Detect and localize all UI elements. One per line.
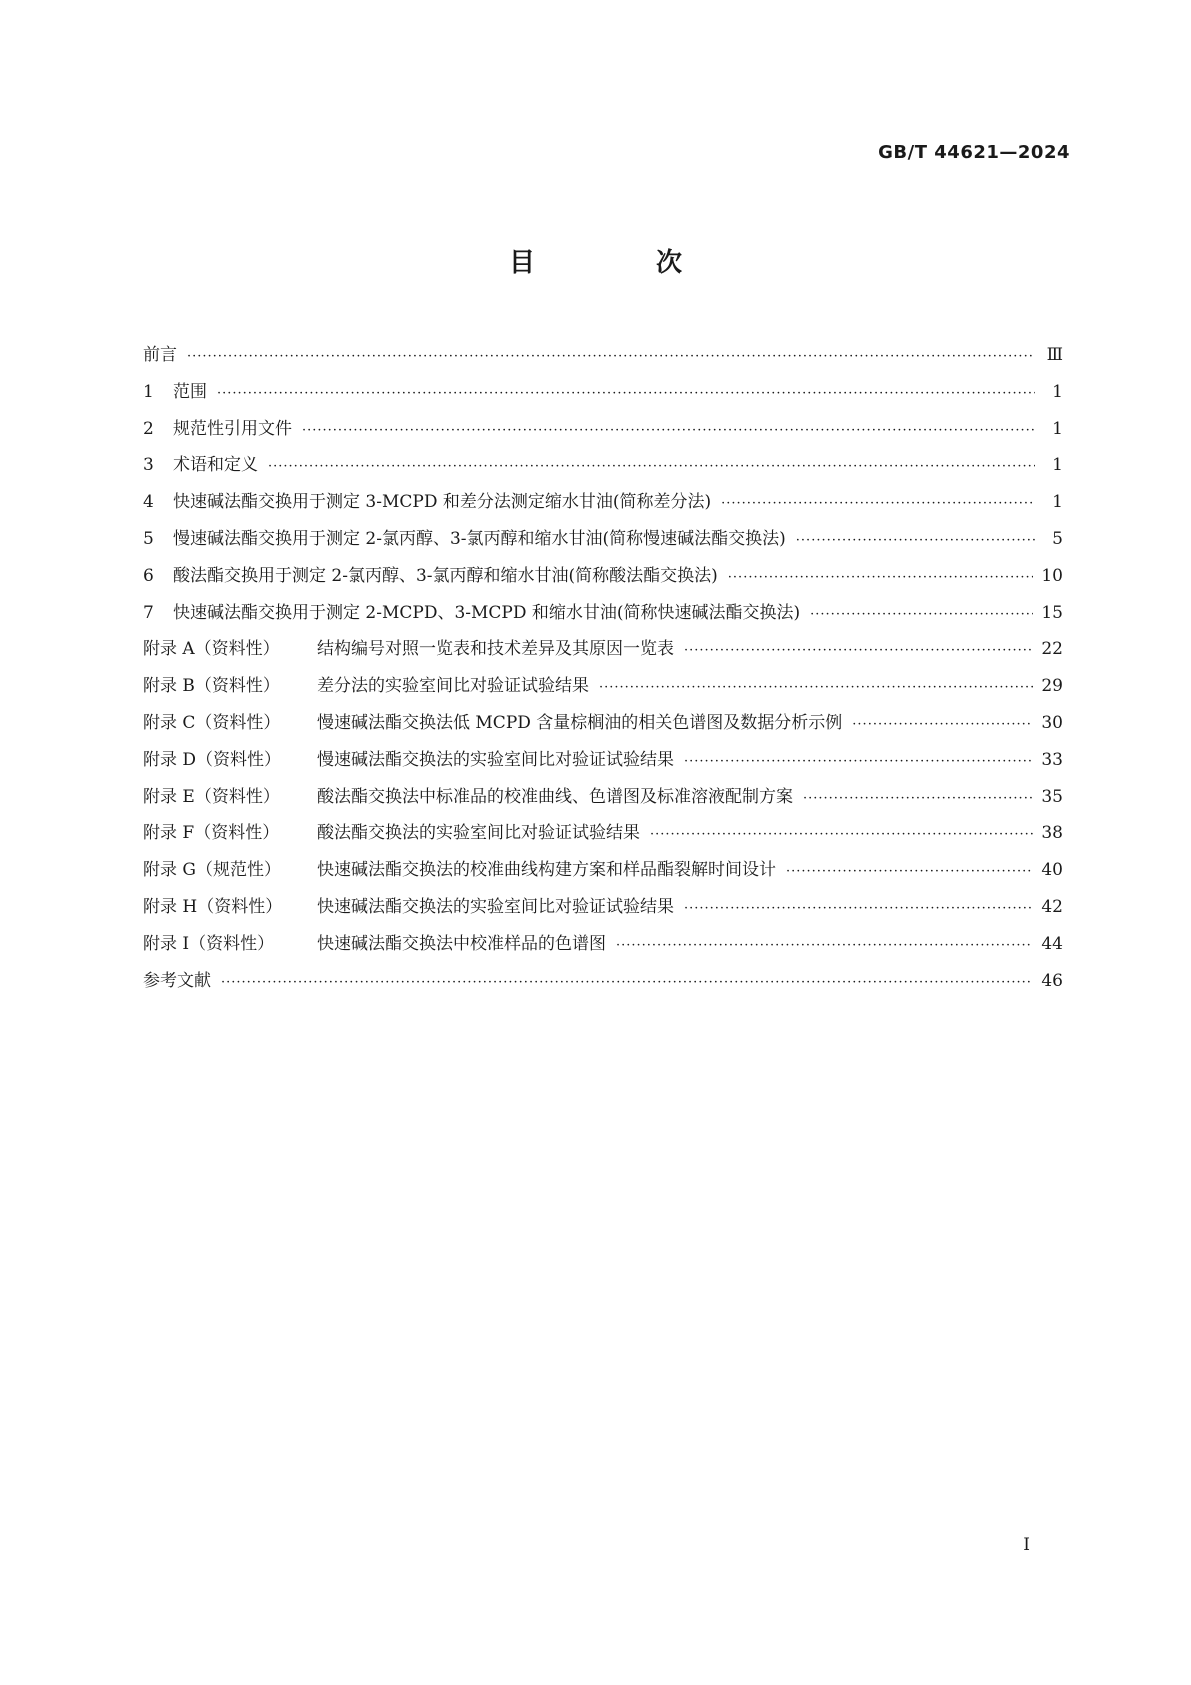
- toc-entry-title: 结构编号对照一览表和技术差异及其原因一览表: [317, 639, 674, 660]
- toc-entry-page: 46: [1041, 970, 1063, 991]
- toc-entry-annex-label: 附录 H（资料性）: [143, 896, 283, 917]
- toc-dot-leader: [728, 570, 1034, 585]
- toc-dot-leader: [187, 349, 1035, 364]
- toc-entry-number: 4: [143, 492, 154, 513]
- table-of-contents: [143, 340, 1063, 1002]
- toc-entry[interactable]: [143, 561, 1063, 598]
- toc-entry[interactable]: [143, 414, 1063, 451]
- toc-entry-page: 33: [1041, 749, 1063, 770]
- toc-entry-number: 6: [143, 565, 154, 586]
- toc-entry[interactable]: [143, 782, 1063, 819]
- toc-entry[interactable]: [143, 966, 1063, 1003]
- toc-dot-leader: [852, 717, 1033, 732]
- toc-entry-title: 快速碱法酯交换法的实验室间比对验证试验结果: [317, 896, 674, 917]
- toc-entry[interactable]: [143, 487, 1063, 524]
- toc-entry-title: 快速碱法酯交换用于测定 2-MCPD、3-MCPD 和缩水甘油(简称快速碱法酯交换法): [173, 602, 801, 623]
- toc-entry-page: 1: [1052, 381, 1063, 402]
- toc-entry-title: 规范性引用文件: [173, 418, 292, 439]
- toc-entry-title: 快速碱法酯交换法中校准样品的色谱图: [317, 933, 606, 954]
- toc-entry[interactable]: [143, 598, 1063, 635]
- toc-entry-page: 44: [1041, 933, 1063, 954]
- page-number: I: [1023, 1535, 1030, 1555]
- toc-entry-page: 1: [1052, 418, 1063, 439]
- toc-dot-leader: [217, 386, 1035, 401]
- toc-entry-annex-label: 附录 A（资料性）: [143, 639, 280, 660]
- toc-entry-title: 快速碱法酯交换法的校准曲线构建方案和样品酯裂解时间设计: [317, 860, 776, 881]
- toc-entry[interactable]: [143, 340, 1063, 377]
- toc-entry-page: 10: [1041, 565, 1063, 586]
- toc-entry-title: 前言: [143, 345, 177, 365]
- toc-entry-page: 30: [1041, 712, 1063, 733]
- toc-dot-leader: [221, 975, 1033, 990]
- toc-entry-page: 1: [1052, 492, 1063, 513]
- toc-dot-leader: [650, 827, 1033, 842]
- toc-dot-leader: [721, 496, 1035, 511]
- toc-entry-page: 35: [1041, 786, 1063, 807]
- toc-entry-page: 42: [1041, 896, 1063, 917]
- toc-entry-title: 术语和定义: [173, 455, 258, 476]
- toc-entry-annex-label: 附录 B（资料性）: [143, 676, 280, 697]
- toc-entry[interactable]: [143, 745, 1063, 782]
- toc-entry[interactable]: [143, 818, 1063, 855]
- standard-code: GB/T 44621—2024: [878, 142, 1070, 163]
- toc-entry-title: 参考文献: [143, 970, 211, 991]
- toc-entry-annex-label: 附录 I（资料性）: [143, 933, 275, 954]
- page-title: 目 次: [508, 248, 739, 278]
- toc-dot-leader: [302, 423, 1035, 438]
- toc-dot-leader: [786, 864, 1033, 879]
- toc-dot-leader: [599, 680, 1033, 695]
- toc-entry-page: 5: [1052, 528, 1063, 549]
- toc-entry-number: 7: [143, 602, 154, 623]
- toc-entry-title: 酸法酯交换用于测定 2-氯丙醇、3-氯丙醇和缩水甘油(简称酸法酯交换法): [173, 565, 718, 586]
- toc-entry[interactable]: [143, 377, 1063, 414]
- toc-entry-number: 1: [143, 381, 154, 402]
- toc-entry[interactable]: [143, 450, 1063, 487]
- toc-dot-leader: [796, 533, 1035, 548]
- toc-entry-title: 酸法酯交换法中标准品的校准曲线、色谱图及标准溶液配制方案: [317, 786, 793, 807]
- toc-entry[interactable]: [143, 671, 1063, 708]
- toc-dot-leader: [684, 643, 1033, 658]
- toc-entry-annex-label: 附录 D（资料性）: [143, 749, 282, 770]
- toc-dot-leader: [616, 938, 1033, 953]
- toc-entry-title: 慢速碱法酯交换用于测定 2-氯丙醇、3-氯丙醇和缩水甘油(简称慢速碱法酯交换法): [173, 528, 786, 549]
- toc-entry-title: 慢速碱法酯交换法低 MCPD 含量棕榈油的相关色谱图及数据分析示例: [317, 712, 843, 733]
- toc-dot-leader: [684, 754, 1033, 769]
- toc-entry[interactable]: [143, 634, 1063, 671]
- toc-dot-leader: [803, 791, 1033, 806]
- toc-entry-annex-label: 附录 C（资料性）: [143, 712, 281, 733]
- toc-entry-title: 慢速碱法酯交换法的实验室间比对验证试验结果: [317, 749, 674, 770]
- toc-entry-number: 2: [143, 418, 154, 439]
- toc-entry[interactable]: [143, 708, 1063, 745]
- toc-entry[interactable]: [143, 929, 1063, 966]
- toc-entry-page: 40: [1041, 860, 1063, 881]
- toc-dot-leader: [268, 459, 1035, 474]
- toc-entry-page: 29: [1041, 676, 1063, 697]
- toc-entry-page: Ⅲ: [1046, 345, 1063, 365]
- toc-entry-title: 范围: [173, 381, 207, 402]
- toc-entry-number: 5: [143, 528, 154, 549]
- toc-entry-number: 3: [143, 455, 154, 476]
- toc-entry-title: 差分法的实验室间比对验证试验结果: [317, 676, 589, 697]
- toc-entry-page: 15: [1041, 602, 1063, 623]
- toc-entry-page: 1: [1052, 455, 1063, 476]
- toc-entry-annex-label: 附录 E（资料性）: [143, 786, 280, 807]
- toc-entry-annex-label: 附录 F（资料性）: [143, 823, 280, 844]
- toc-dot-leader: [684, 901, 1033, 916]
- toc-entry[interactable]: [143, 524, 1063, 561]
- toc-entry-title: 酸法酯交换法的实验室间比对验证试验结果: [317, 823, 640, 844]
- toc-entry-page: 22: [1041, 639, 1063, 660]
- toc-entry[interactable]: [143, 855, 1063, 892]
- toc-entry-page: 38: [1041, 823, 1063, 844]
- toc-entry[interactable]: [143, 892, 1063, 929]
- toc-dot-leader: [810, 607, 1033, 622]
- toc-entry-annex-label: 附录 G（规范性）: [143, 860, 281, 881]
- toc-entry-title: 快速碱法酯交换用于测定 3-MCPD 和差分法测定缩水甘油(简称差分法): [173, 492, 712, 513]
